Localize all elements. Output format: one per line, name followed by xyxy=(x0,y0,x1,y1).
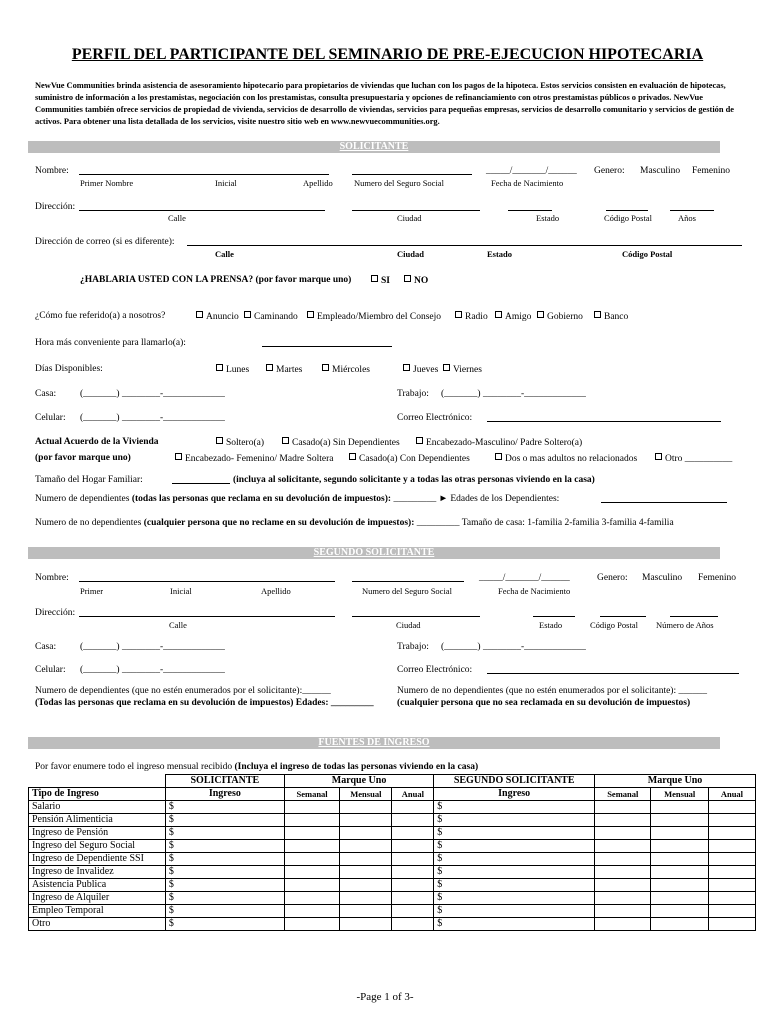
solicitante-semanal-check[interactable] xyxy=(284,853,339,866)
semanal-header-2: Semanal xyxy=(595,788,651,801)
solicitante-anual-check[interactable] xyxy=(392,814,434,827)
s2-trabajo-label: Trabajo: xyxy=(397,642,429,652)
segundo-amount-field[interactable]: $ xyxy=(434,853,595,866)
anos-field[interactable] xyxy=(670,201,714,211)
segundo-mensual-check[interactable] xyxy=(651,892,708,905)
segundo-semanal-check[interactable] xyxy=(595,892,651,905)
tipo-header: Tipo de Ingreso xyxy=(29,788,166,801)
s2-celular-label: Celular: xyxy=(35,665,66,675)
mensual-header: Mensual xyxy=(340,788,392,801)
segundo-semanal-check[interactable] xyxy=(595,840,651,853)
table-row xyxy=(29,801,756,814)
s2-calle-field[interactable] xyxy=(79,607,335,617)
s2-num-anos-field[interactable] xyxy=(670,607,718,617)
checkbox-icon xyxy=(175,453,182,460)
primer-nombre-caption: Primer Nombre xyxy=(80,178,134,188)
vivienda-otro[interactable]: Otro __________ xyxy=(655,453,732,464)
ingreso-instruction: Por favor enumere todo el ingreso mensual recibido (Incluya el ingreso de todas las personas viviendo en la casa) xyxy=(35,762,479,772)
femenino-option[interactable]: Femenino xyxy=(692,166,730,176)
dependientes-label: Numero de dependientes xyxy=(35,494,130,504)
s2-num-anos-caption: Número de Años xyxy=(656,620,714,630)
table-row xyxy=(29,905,756,918)
referido-option-banco[interactable]: Banco xyxy=(594,311,628,322)
page-title: PERFIL DEL PARTICIPANTE DEL SEMINARIO DE PRE-EJECUCION HIPOTECARIA xyxy=(71,46,704,63)
vivienda-dos-adultos[interactable]: Dos o mas adultos no relacionados xyxy=(495,453,637,464)
segundo-amount-field[interactable]: $ xyxy=(434,918,595,931)
segundo-anual-check[interactable] xyxy=(708,827,755,840)
solicitante-semanal-check[interactable] xyxy=(284,801,339,814)
s2-casa-phone-field[interactable]: (_______) ________-_____________ xyxy=(80,642,225,652)
estado-caption-2: Estado xyxy=(487,249,513,259)
prensa-question: ¿HABLARIA USTED CON LA PRENSA? (por favor marque uno) xyxy=(80,275,352,285)
solicitante-anual-check[interactable] xyxy=(392,801,434,814)
segundo-amount-field[interactable]: $ xyxy=(434,866,595,879)
ingreso-header-2: Ingreso xyxy=(434,788,595,801)
page-number: -Page 1 of 3- xyxy=(356,991,414,1003)
checkbox-icon xyxy=(307,311,314,318)
solicitante-mensual-check[interactable] xyxy=(340,840,392,853)
casa-label: Casa: xyxy=(35,389,57,399)
nombre-field[interactable] xyxy=(79,165,329,175)
segundo-anual-check[interactable] xyxy=(708,866,755,879)
section-header-solicitante: SOLICITANTE xyxy=(28,141,720,153)
solicitante-amount-field[interactable]: $ xyxy=(165,814,284,827)
segundo-semanal-check[interactable] xyxy=(595,918,651,931)
solicitante-mensual-check[interactable] xyxy=(340,892,392,905)
segundo-mensual-check[interactable] xyxy=(651,853,708,866)
estado-caption: Estado xyxy=(536,213,560,223)
no-dependientes-note: (cualquier persona que no reclame en su devolución de impuestos): xyxy=(143,518,415,528)
checkbox-icon xyxy=(594,311,601,318)
edades-field[interactable] xyxy=(601,493,727,503)
solicitante-anual-check[interactable] xyxy=(392,866,434,879)
s2-masculino-option[interactable]: Masculino xyxy=(642,573,683,583)
s2-nombre-field[interactable] xyxy=(79,572,335,582)
income-type-label: Asistencia Publica xyxy=(29,879,166,892)
marque-uno-header-2: Marque Uno xyxy=(595,775,756,788)
income-table xyxy=(28,774,756,931)
segundo-anual-check[interactable] xyxy=(708,801,755,814)
vivienda-casado-sin[interactable]: Casado(a) Sin Dependientes xyxy=(282,437,400,448)
casa-phone-field[interactable]: (_______) ________-_____________ xyxy=(80,389,225,399)
dob-caption: Fecha de Nacimiento xyxy=(491,178,564,188)
checkbox-icon xyxy=(371,275,378,282)
dia-martes[interactable]: Martes xyxy=(266,364,302,375)
solicitante-mensual-check[interactable] xyxy=(340,801,392,814)
s2-ciudad-field[interactable] xyxy=(352,607,480,617)
segundo-anual-check[interactable] xyxy=(708,905,755,918)
segundo-amount-field[interactable]: $ xyxy=(434,892,595,905)
no-dependientes-row xyxy=(35,518,674,528)
segundo-anual-check[interactable] xyxy=(708,918,755,931)
solicitante-semanal-check[interactable] xyxy=(284,866,339,879)
solicitante-mensual-check[interactable] xyxy=(340,918,392,931)
segundo-semanal-check[interactable] xyxy=(595,801,651,814)
vivienda-soltero[interactable]: Soltero(a) xyxy=(216,437,264,448)
ciudad-field[interactable] xyxy=(352,201,480,211)
calle-caption: Calle xyxy=(168,213,186,223)
trabajo-label: Trabajo: xyxy=(397,389,429,399)
vivienda-encabezado-masculino[interactable]: Encabezado-Masculino/ Padre Soltero(a) xyxy=(416,437,582,448)
solicitante-amount-field[interactable]: $ xyxy=(165,879,284,892)
acuerdo-hint: (por favor marque uno) xyxy=(35,453,131,463)
s2-inicial-caption: Inicial xyxy=(170,586,192,596)
dob-field[interactable]: _____/_______/______ xyxy=(486,166,577,176)
dependientes-field[interactable]: _________ xyxy=(393,494,437,504)
genero-label: Genero: xyxy=(594,166,625,176)
segundo-anual-check[interactable] xyxy=(708,892,755,905)
acuerdo-label: Actual Acuerdo de la Vivienda xyxy=(35,437,159,447)
segundo-semanal-check[interactable] xyxy=(595,853,651,866)
ingreso-header: Ingreso xyxy=(165,788,284,801)
prensa-si-checkbox[interactable]: SI xyxy=(371,275,390,286)
segundo-semanal-check[interactable] xyxy=(595,879,651,892)
solicitante-amount-field[interactable]: $ xyxy=(165,918,284,931)
segundo-amount-field[interactable]: $ xyxy=(434,801,595,814)
s2-primer-caption: Primer xyxy=(80,586,104,596)
dia-viernes[interactable]: Viernes xyxy=(443,364,482,375)
s2-calle-caption: Calle xyxy=(169,620,187,630)
segundo-mensual-check[interactable] xyxy=(651,827,708,840)
segundo-semanal-check[interactable] xyxy=(595,905,651,918)
celular-label: Celular: xyxy=(35,413,66,423)
solicitante-mensual-check[interactable] xyxy=(340,853,392,866)
solicitante-semanal-check[interactable] xyxy=(284,905,339,918)
segundo-amount-field[interactable]: $ xyxy=(434,905,595,918)
section-header-ingreso: FUENTES DE INGRESO xyxy=(28,737,720,749)
s2-celular-phone-field[interactable]: (_______) ________-_____________ xyxy=(80,665,225,675)
referido-option-radio[interactable]: Radio xyxy=(455,311,488,322)
codigo-postal-field[interactable] xyxy=(606,201,648,211)
table-row xyxy=(29,879,756,892)
s2-ssn-caption: Numero del Seguro Social xyxy=(362,586,452,596)
checkbox-icon xyxy=(495,311,502,318)
dependientes-note: (todas las personas que reclama en su devolución de impuestos): xyxy=(131,494,392,504)
checkbox-icon xyxy=(443,364,450,371)
segundo-mensual-check[interactable] xyxy=(651,801,708,814)
trabajo-phone-field[interactable]: (_______) ________-_____________ xyxy=(441,389,586,399)
s2-no-dependientes-note: (cualquier persona que no sea reclamada en su devolución de impuestos) xyxy=(397,698,691,708)
income-type-label: Empleo Temporal xyxy=(29,905,166,918)
s2-apellido-caption: Apellido xyxy=(261,586,291,596)
segundo-mensual-check[interactable] xyxy=(651,814,708,827)
ciudad-caption-2: Ciudad xyxy=(397,249,424,259)
solicitante-anual-check[interactable] xyxy=(392,892,434,905)
segundo-anual-check[interactable] xyxy=(708,879,755,892)
table-row xyxy=(29,840,756,853)
tamano-field[interactable] xyxy=(172,474,230,484)
s2-nombre-label: Nombre: xyxy=(35,573,69,583)
hora-label: Hora más conveniente para llamarlo(a): xyxy=(35,338,186,348)
solicitante-semanal-check[interactable] xyxy=(284,840,339,853)
nombre-label: Nombre: xyxy=(35,166,69,176)
table-row xyxy=(29,918,756,931)
solicitante-anual-check[interactable] xyxy=(392,879,434,892)
referido-option-gobierno[interactable]: Gobierno xyxy=(537,311,583,322)
segundo-anual-check[interactable] xyxy=(708,814,755,827)
segundo-amount-field[interactable]: $ xyxy=(434,840,595,853)
solicitante-mensual-check[interactable] xyxy=(340,879,392,892)
s2-genero-label: Genero: xyxy=(597,573,628,583)
marque-uno-header: Marque Uno xyxy=(284,775,433,788)
segundo-anual-check[interactable] xyxy=(708,840,755,853)
s2-estado-field[interactable] xyxy=(533,607,575,617)
income-type-label: Ingreso de Pensión xyxy=(29,827,166,840)
referido-option-empleado[interactable]: Empleado/Miembro del Consejo xyxy=(307,311,441,322)
solicitante-semanal-check[interactable] xyxy=(284,879,339,892)
solicitante-anual-check[interactable] xyxy=(392,918,434,931)
segundo-amount-field[interactable]: $ xyxy=(434,879,595,892)
referido-option-anuncio[interactable]: Anuncio xyxy=(196,311,239,322)
section-header-segundo: SEGUNDO SOLICITANTE xyxy=(28,547,720,559)
vivienda-encabezado-femenino[interactable]: Encabezado- Femenino/ Madre Soltera xyxy=(175,453,334,464)
dependientes-row xyxy=(35,494,559,504)
s2-dob-field[interactable]: _____/_______/______ xyxy=(479,573,570,583)
referido-label: ¿Cómo fue referido(a) a nosotros? xyxy=(35,311,166,321)
checkbox-icon xyxy=(404,275,411,282)
calle-caption-2: Calle xyxy=(215,249,234,259)
solicitante-semanal-check[interactable] xyxy=(284,814,339,827)
s2-ciudad-caption: Ciudad xyxy=(396,620,421,630)
solicitante-mensual-check[interactable] xyxy=(340,827,392,840)
anual-header: Anual xyxy=(392,788,434,801)
anual-header-2: Anual xyxy=(708,788,755,801)
checkbox-icon xyxy=(196,311,203,318)
tamano-note: (incluya al solicitante, segundo solicitante y a todas las otras personas viviendo en la casa) xyxy=(233,475,595,485)
checkbox-icon xyxy=(455,311,462,318)
income-type-label: Ingreso de Dependiente SSI xyxy=(29,853,166,866)
segundo-semanal-check[interactable] xyxy=(595,814,651,827)
checkbox-icon xyxy=(495,453,502,460)
semanal-header: Semanal xyxy=(284,788,339,801)
solicitante-semanal-check[interactable] xyxy=(284,918,339,931)
s2-direccion-label: Dirección: xyxy=(35,608,76,618)
s2-dob-caption: Fecha de Nacimiento xyxy=(498,586,571,596)
solicitante-amount-field[interactable]: $ xyxy=(165,801,284,814)
checkbox-icon xyxy=(416,437,423,444)
income-type-label: Otro xyxy=(29,918,166,931)
income-type-label: Ingreso del Seguro Social xyxy=(29,840,166,853)
income-type-label: Pensión Alimenticia xyxy=(29,814,166,827)
solicitante-amount-field[interactable]: $ xyxy=(165,840,284,853)
solicitante-amount-field[interactable]: $ xyxy=(165,853,284,866)
segundo-mensual-check[interactable] xyxy=(651,879,708,892)
segundo-mensual-check[interactable] xyxy=(651,866,708,879)
ssn-field[interactable] xyxy=(352,165,472,175)
s2-estado-caption: Estado xyxy=(539,620,563,630)
solicitante-amount-field[interactable]: $ xyxy=(165,866,284,879)
solicitante-amount-field[interactable]: $ xyxy=(165,827,284,840)
hora-field[interactable] xyxy=(262,337,392,347)
estado-field[interactable] xyxy=(508,201,552,211)
dia-lunes[interactable]: Lunes xyxy=(216,364,249,375)
tamano-casa-options[interactable]: Tamaño de casa: 1-familia 2-familia 3-familia 4-familia xyxy=(461,518,674,528)
segundo-semanal-check[interactable] xyxy=(595,827,651,840)
vivienda-casado-con[interactable]: Casado(a) Con Dependientes xyxy=(349,453,470,464)
s2-codigo-postal-caption: Código Postal xyxy=(590,620,638,630)
tamano-label: Tamaño del Hogar Familiar: xyxy=(35,475,143,485)
checkbox-icon xyxy=(216,364,223,371)
table-row xyxy=(29,827,756,840)
arrow-right-icon: ► xyxy=(438,494,448,504)
table-row xyxy=(29,853,756,866)
income-type-label: Ingreso de Alquiler xyxy=(29,892,166,905)
solicitante-mensual-check[interactable] xyxy=(340,905,392,918)
s2-dependientes-label: Numero de dependientes (que no estén enumerados por el solicitante):______ xyxy=(35,686,331,696)
checkbox-icon xyxy=(537,311,544,318)
correo-field[interactable] xyxy=(487,412,721,422)
checkbox-icon xyxy=(266,364,273,371)
income-type-label: Salario xyxy=(29,801,166,814)
s2-ssn-field[interactable] xyxy=(352,572,464,582)
apellido-caption: Apellido xyxy=(303,178,333,188)
solicitante-semanal-check[interactable] xyxy=(284,892,339,905)
checkbox-icon xyxy=(216,437,223,444)
dias-label: Días Disponibles: xyxy=(35,364,103,374)
segundo-anual-check[interactable] xyxy=(708,853,755,866)
s2-femenino-option[interactable]: Femenino xyxy=(698,573,736,583)
checkbox-icon xyxy=(403,364,410,371)
no-dependientes-label: Numero de no dependientes xyxy=(35,518,142,528)
referido-option-caminando[interactable]: Caminando xyxy=(244,311,298,322)
checkbox-icon xyxy=(244,311,251,318)
edades-label: Edades de los Dependientes: xyxy=(450,494,560,504)
checkbox-icon xyxy=(322,364,329,371)
s2-correo-label: Correo Electrónico: xyxy=(397,665,473,675)
solicitante-anual-check[interactable] xyxy=(392,840,434,853)
checkbox-icon xyxy=(349,453,356,460)
correo-dir-field[interactable] xyxy=(187,236,742,246)
ssn-caption: Numero del Seguro Social xyxy=(354,178,444,188)
solicitante-header: SOLICITANTE xyxy=(165,775,284,788)
dia-miercoles[interactable]: Miércoles xyxy=(322,364,370,375)
s2-trabajo-phone-field[interactable]: (_______) ________-_____________ xyxy=(441,642,586,652)
checkbox-icon xyxy=(282,437,289,444)
s2-dependientes-note: (Todas las personas que reclama en su devolución de impuestos) Edades: _________ xyxy=(35,698,374,708)
dia-jueves[interactable]: Jueves xyxy=(403,364,438,375)
solicitante-amount-field[interactable]: $ xyxy=(165,905,284,918)
solicitante-mensual-check[interactable] xyxy=(340,866,392,879)
calle-field[interactable] xyxy=(79,201,325,211)
inicial-caption: Inicial xyxy=(215,178,237,188)
income-type-label: Ingreso de Invalidez xyxy=(29,866,166,879)
intro-paragraph: NewVue Communities brinda asistencia de asesoramiento hipotecario para propietarios de viviendas que luchan con los pagos de la hipoteca. Estos servicios consisten en evaluación de hipotecas, suministro de información a los prestamistas, negociación con los prestamistas, consulta presupuestaria y opciones de refinanciamiento con otros prestamistas públicos o privados. NewVue Communities también ofrece servicios de propiedad de vivienda, servicios de desarrollo de viviendas, servicios para pequeñas empresas, servicios de desarrollo comunitario y servicios de gestión de activos. Para obtener una lista detallada de los servicios, visite nuestro sitio web en www.newvuecommunities.org. xyxy=(35,81,734,126)
table-row xyxy=(29,814,756,827)
segundo-mensual-check[interactable] xyxy=(651,918,708,931)
s2-no-dependientes-label: Numero de no dependientes (que no estén enumerados por el solicitante): ______ xyxy=(397,686,707,696)
codigo-postal-caption-2: Código Postal xyxy=(622,249,673,259)
prensa-no-checkbox[interactable]: NO xyxy=(404,275,428,286)
s2-casa-label: Casa: xyxy=(35,642,57,652)
no-dependientes-field[interactable]: _________ xyxy=(416,518,460,528)
anos-caption: Años xyxy=(678,213,696,223)
s2-codigo-postal-field[interactable] xyxy=(600,607,646,617)
solicitante-anual-check[interactable] xyxy=(392,853,434,866)
solicitante-mensual-check[interactable] xyxy=(340,814,392,827)
segundo-mensual-check[interactable] xyxy=(651,840,708,853)
referido-option-amigo[interactable]: Amigo xyxy=(495,311,531,322)
solicitante-anual-check[interactable] xyxy=(392,827,434,840)
solicitante-semanal-check[interactable] xyxy=(284,827,339,840)
codigo-postal-caption: Código Postal xyxy=(604,213,652,223)
correo-label: Correo Electrónico: xyxy=(397,413,473,423)
masculino-option[interactable]: Masculino xyxy=(640,166,681,176)
segundo-mensual-check[interactable] xyxy=(651,905,708,918)
segundo-header: SEGUNDO SOLICITANTE xyxy=(434,775,595,788)
table-row xyxy=(29,866,756,879)
segundo-semanal-check[interactable] xyxy=(595,866,651,879)
segundo-amount-field[interactable]: $ xyxy=(434,827,595,840)
checkbox-icon xyxy=(655,453,662,460)
correo-dir-label: Dirección de correo (si es diferente): xyxy=(35,237,175,247)
celular-phone-field[interactable]: (_______) ________-_____________ xyxy=(80,413,225,423)
mensual-header-2: Mensual xyxy=(651,788,708,801)
table-row xyxy=(29,892,756,905)
solicitante-amount-field[interactable]: $ xyxy=(165,892,284,905)
ciudad-caption: Ciudad xyxy=(397,213,422,223)
solicitante-anual-check[interactable] xyxy=(392,905,434,918)
segundo-amount-field[interactable]: $ xyxy=(434,814,595,827)
s2-correo-field[interactable] xyxy=(487,664,739,674)
direccion-label: Dirección: xyxy=(35,202,76,212)
